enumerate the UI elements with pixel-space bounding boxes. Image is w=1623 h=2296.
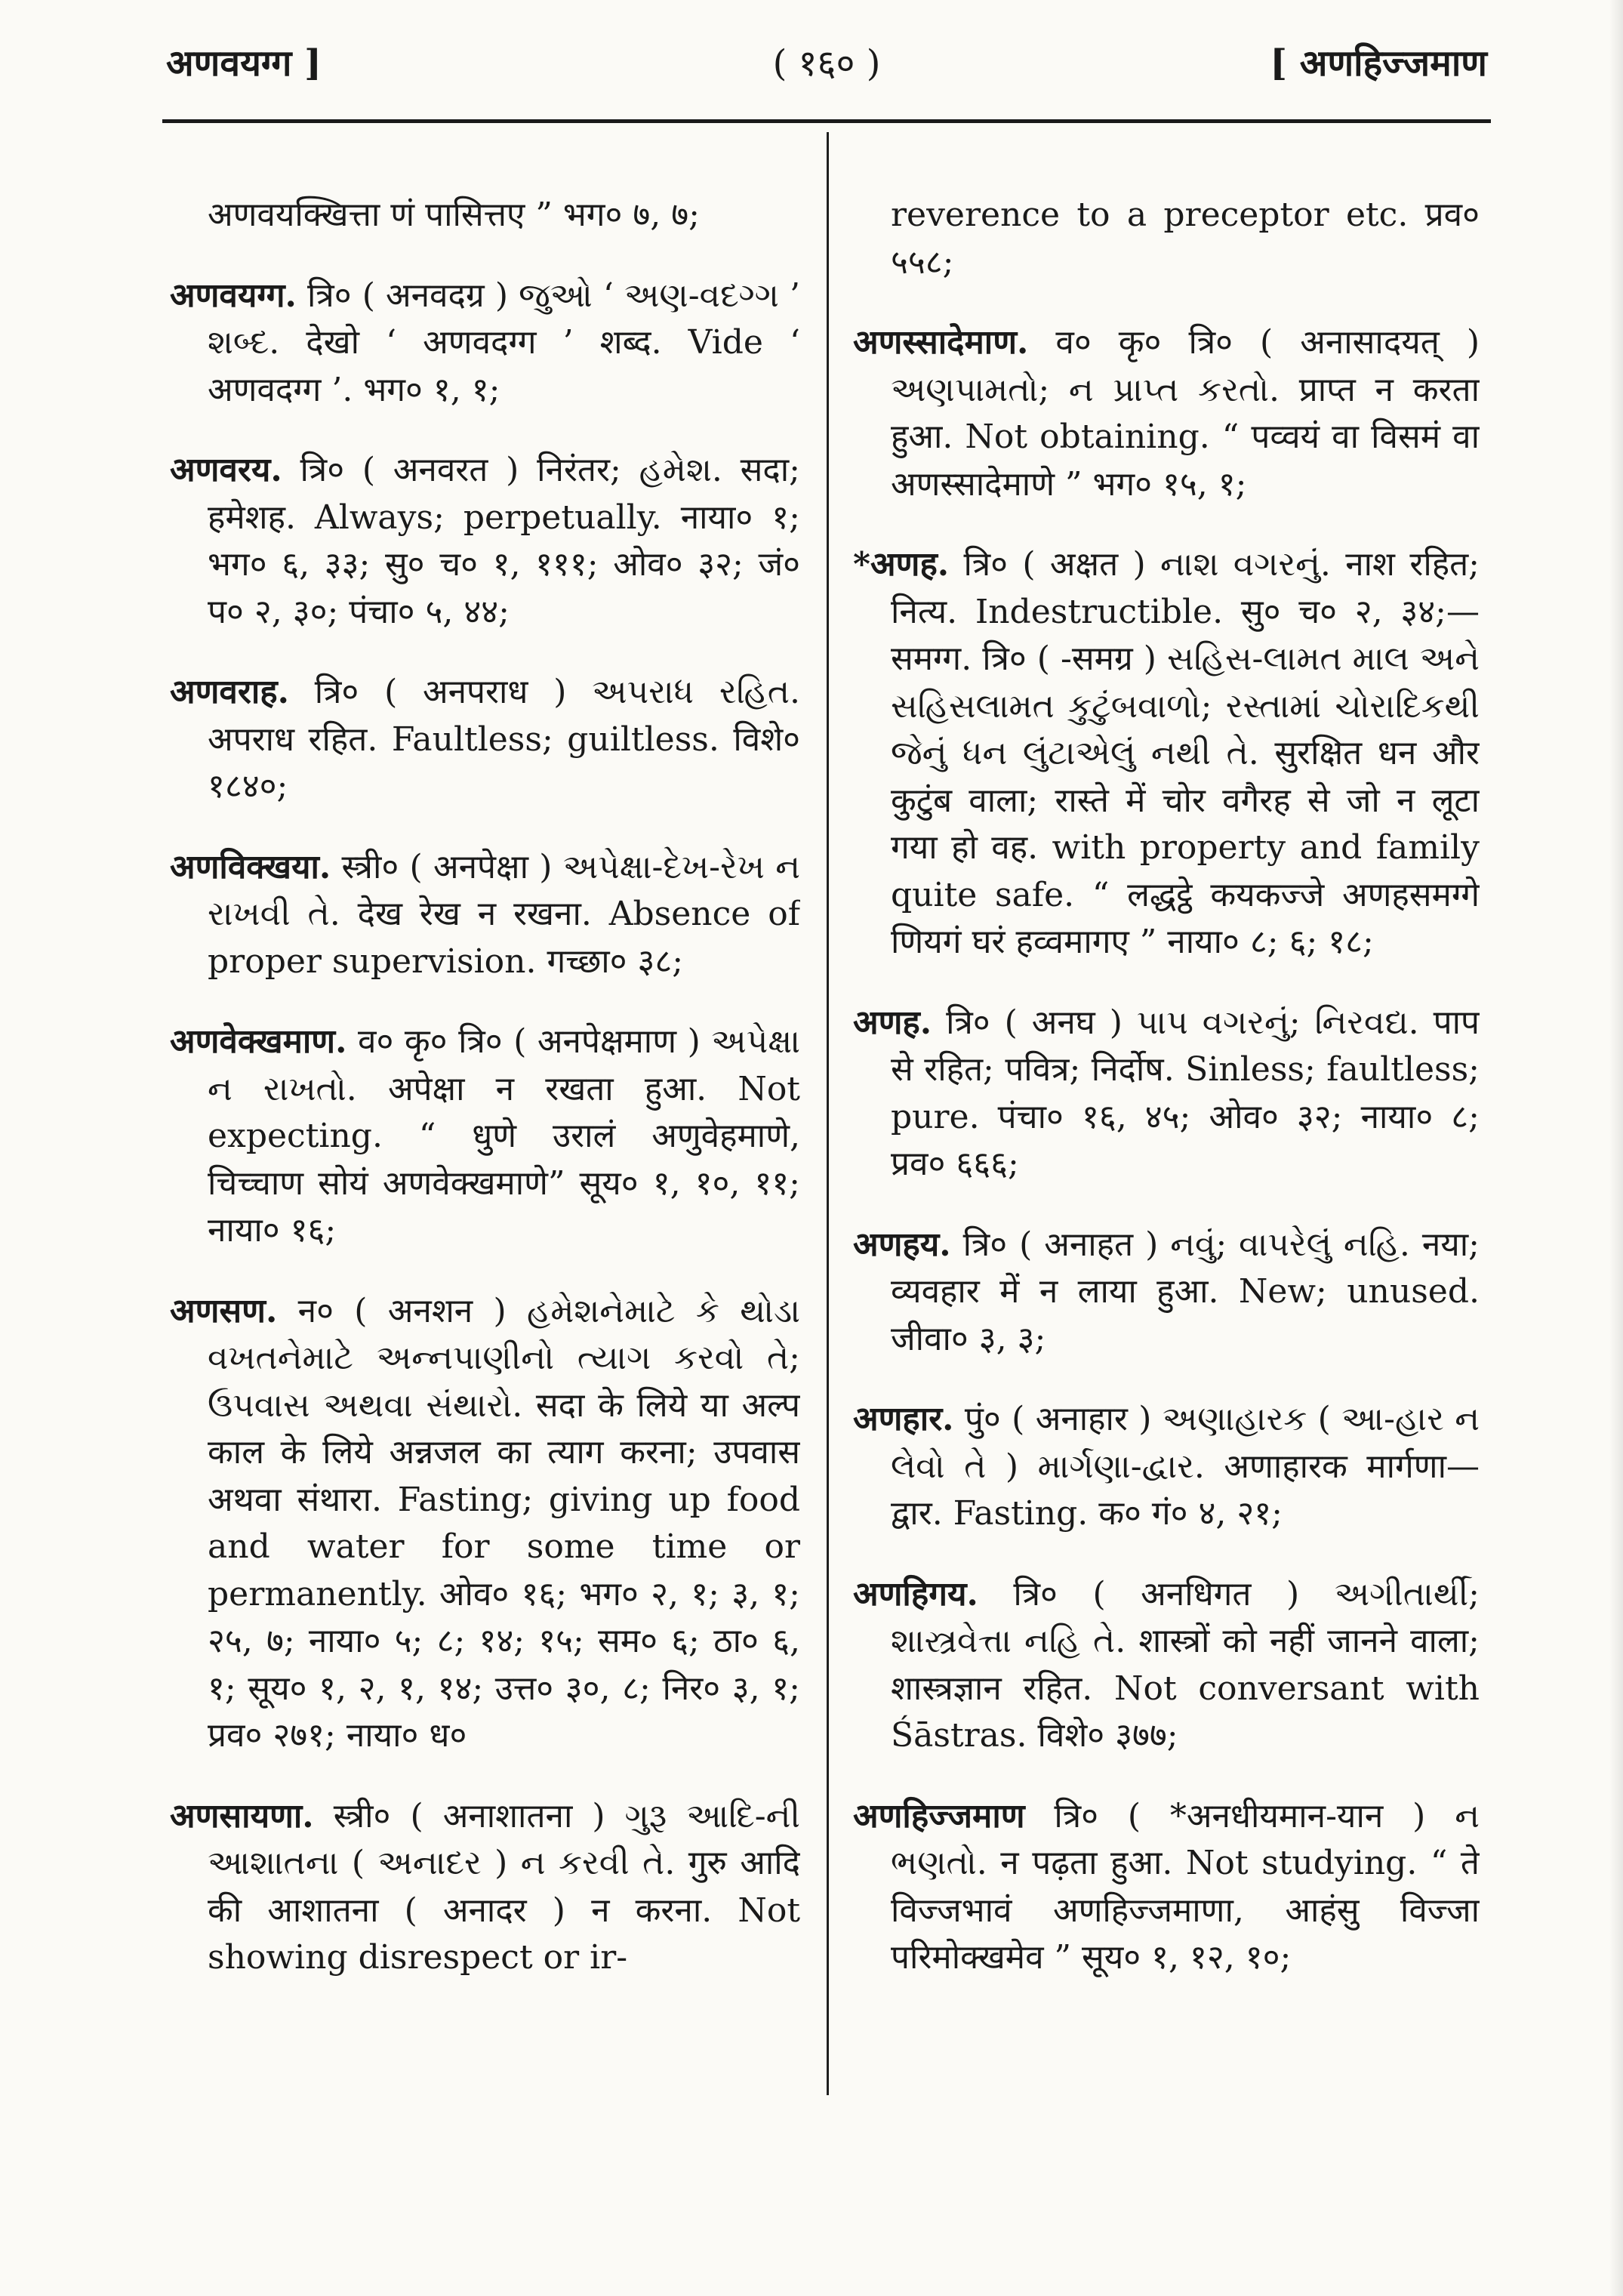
dictionary-entry bbox=[170, 844, 800, 986]
entry-headword: अणवेक्खमाण. bbox=[170, 1022, 347, 1061]
entry-text: त्रि० ( अक्षत ) નાશ વગરનું. नाश रहित; नित्य. Indestructible. सु० च० २, ३४;—समग्ग. त्रि० ( -समग्र ) સહિસ-લામત માલ અને સહિસલામત કુટુંબવાળો; રસ્તામાં ચોરાદિકથી જેનું ધન લુંટાએલું નથી તે. सुरक्षित धन और कुटुंब वाला; रास्ते में चोर वगैरह से जो न लूटा गया हो वह. with property and family quite safe. “ लद्धट्ठे कयकज्जे अणहसमग्गे णियगं घरं हव्वमागए ” नाया० ८; ६; १८; bbox=[891, 545, 1480, 961]
dictionary-entry bbox=[170, 1288, 800, 1760]
entry-headword: अणहिगय. bbox=[853, 1574, 978, 1613]
entry-text: व० कृ० त्रि० ( अनपेक्षमाण ) અપેક્ષા ન રાખતો. अपेक्षा न रखता हुआ. Not expecting. “ धुणे उरालं अणुवेहमाणे, चिच्चाण सोयं अणवेक्खमाणे” सूय० १, १०, ११; नाया० १६; bbox=[208, 1022, 800, 1250]
entry-headword: अणहय. bbox=[853, 1225, 951, 1264]
entry-headword: अणहार. bbox=[853, 1400, 954, 1438]
entry-text: अणवयक्खित्ता णं पासित्तए ” भग० ७, ७; bbox=[208, 196, 700, 234]
entry-text: reverence to a preceptor etc. प्रव० ५५८; bbox=[891, 196, 1480, 282]
right-column bbox=[853, 159, 1480, 2236]
dictionary-entry bbox=[853, 1571, 1480, 1760]
entry-headword: *अणह. bbox=[853, 545, 950, 584]
scan-edge-shadow bbox=[1609, 0, 1623, 2296]
entry-headword: अणवरय. bbox=[170, 451, 282, 489]
entry-headword: अणसायणा. bbox=[170, 1796, 314, 1835]
entry-headword: अणहिज्जमाण bbox=[853, 1796, 1025, 1835]
entry-headword: अणवराह. bbox=[170, 673, 289, 711]
entry-text: त्रि० ( अनवदग्र ) જુઓ ‘ અણ-વદગ્ગ ’ શબ્દ. देखो ‘ अणवदग्ग ’ शब्द. Vide ‘ अणवदग्ग ’. भग० १, १; bbox=[208, 276, 800, 409]
dictionary-entry bbox=[170, 1793, 800, 1982]
entry-text: स्त्री० ( अनाशातना ) ગુરૂ આદિ-ની આશાતના ( અનાદર ) ન કરવી તે. गुरु आदि की आशातना ( अनादर ) न करना. Not showing disrespect or ir- bbox=[208, 1796, 800, 1977]
entry-text: स्त्री० ( अनपेक्षा ) અપેક્ષા-દેખ-રેખ ન રાખવી તે. देख रेख न रखना. Absence of proper supervision. गच्छा० ३८; bbox=[208, 847, 800, 981]
entry-text: त्रि० ( *अनधीयमान-यान ) ન ભણતો. न पढ़ता हुआ. Not studying. “ ते विज्जभावं अणहिज्जमाणा, आहंसु विज्जा परिमोक्खमेव ” सूय० १, १२, १०; bbox=[891, 1796, 1480, 1977]
entry-headword: अणह. bbox=[853, 1003, 932, 1042]
dictionary-entry bbox=[170, 273, 800, 415]
entry-headword: अणविक्खया. bbox=[170, 847, 331, 886]
header-right-guideword: [ अणहिज्जमाण bbox=[1270, 42, 1487, 85]
entry-headword: अणस्सादेमाण. bbox=[853, 323, 1029, 362]
dictionary-entry bbox=[853, 1396, 1480, 1538]
column-divider bbox=[827, 132, 829, 2095]
entry-text: व० कृ० त्रि० ( अनासादयत् ) અણપામતો; ન પ્રાપ્ત કરતો. प्राप्त न करता हुआ. Not obtaining. “ पव्वयं वा विसमं वा अणस्सादेमाणे ” भग० १५, १; bbox=[891, 323, 1480, 504]
dictionary-entry bbox=[853, 192, 1480, 286]
entry-text: त्रि० ( अनधिगत ) અગીતાર્થી; શાસ્ત્રવેત્તા નહિ તે. शास्त्रों को नहीं जानने वाला; शास्त्रज्ञान रहित. Not conversant with Śāstras. विशे० ३७७; bbox=[891, 1574, 1480, 1755]
entry-text: न० ( अनशन ) હમેશનેમાટે કે થોડા વખતનેમાટે અન્નપાણીનો ત્યાગ કરવો તે; ઉપવાસ અથવા સંથારો. सदा के लिये या अल्प काल के लिये अन्नजल का त्याग करना; उपवास अथवा संथारा. Fasting; giving up food and water for some time or permanently. ओव० १६; भग० २, १; ३, १; २५, ७; नाया० ५; ८; १४; १५; सम० ६; ठा० ६, १; सूय० १, २, १, १४; उत्त० ३०, ८; निर० ३, १; प्रव० २७१; नाया० ध० bbox=[208, 1291, 800, 1755]
page-number: ( १६० ) bbox=[772, 42, 881, 85]
header-left-guideword: अणवयग्ग ] bbox=[166, 42, 322, 85]
entry-text: त्रि० ( अनाहत ) નવું; વાપરેલું નહિ. नया; व्यवहार में न लाया हुआ. New; unused. जीवा० ३, ३; bbox=[891, 1225, 1480, 1358]
page-header bbox=[166, 38, 1487, 91]
entry-text: त्रि० ( अनवरत ) निरंतर; હમેશ. सदा; हमेशह. Always; perpetually. नाया० १; भग० ६, ३३; सु० च० १, १११; ओव० ३२; जं० प० २, ३०; पंचा० ५, ४४; bbox=[208, 451, 800, 631]
entry-text: पुं० ( अनाहार ) અણાહારક ( આ-હાર ન લેવો તે ) માર્ગણા-દ્વાર. अणाहारक मार्गणा—द्वार. Fasting. क० गं० ४, २१; bbox=[891, 1400, 1480, 1533]
entry-headword: अणसण. bbox=[170, 1291, 278, 1330]
dictionary-entry bbox=[853, 541, 1480, 966]
header-rule bbox=[162, 119, 1491, 123]
dictionary-entry bbox=[170, 192, 800, 239]
dictionary-entry bbox=[170, 1019, 800, 1255]
entry-headword: अणवयग्ग. bbox=[170, 276, 297, 315]
dictionary-entry bbox=[853, 1000, 1480, 1188]
dictionary-entry bbox=[853, 1793, 1480, 1982]
dictionary-entry bbox=[853, 1222, 1480, 1364]
entry-text: त्रि० ( अनघ ) પાપ વગરનું; નિરવદ્ય. पाप से रहित; पवित्र; निर्दोष. Sinless; faultless; pure. पंचा० १६, ४५; ओव० ३२; नाया० ८; प्रव० ६६६; bbox=[891, 1003, 1480, 1183]
dictionary-entry bbox=[170, 447, 800, 636]
dictionary-entry bbox=[170, 669, 800, 811]
entry-text: त्रि० ( अनपराध ) અપરાધ રહિત. अपराध रहित. Faultless; guiltless. विशे० १८४०; bbox=[208, 673, 800, 806]
dictionary-entry bbox=[853, 319, 1480, 508]
left-column bbox=[170, 159, 800, 2236]
